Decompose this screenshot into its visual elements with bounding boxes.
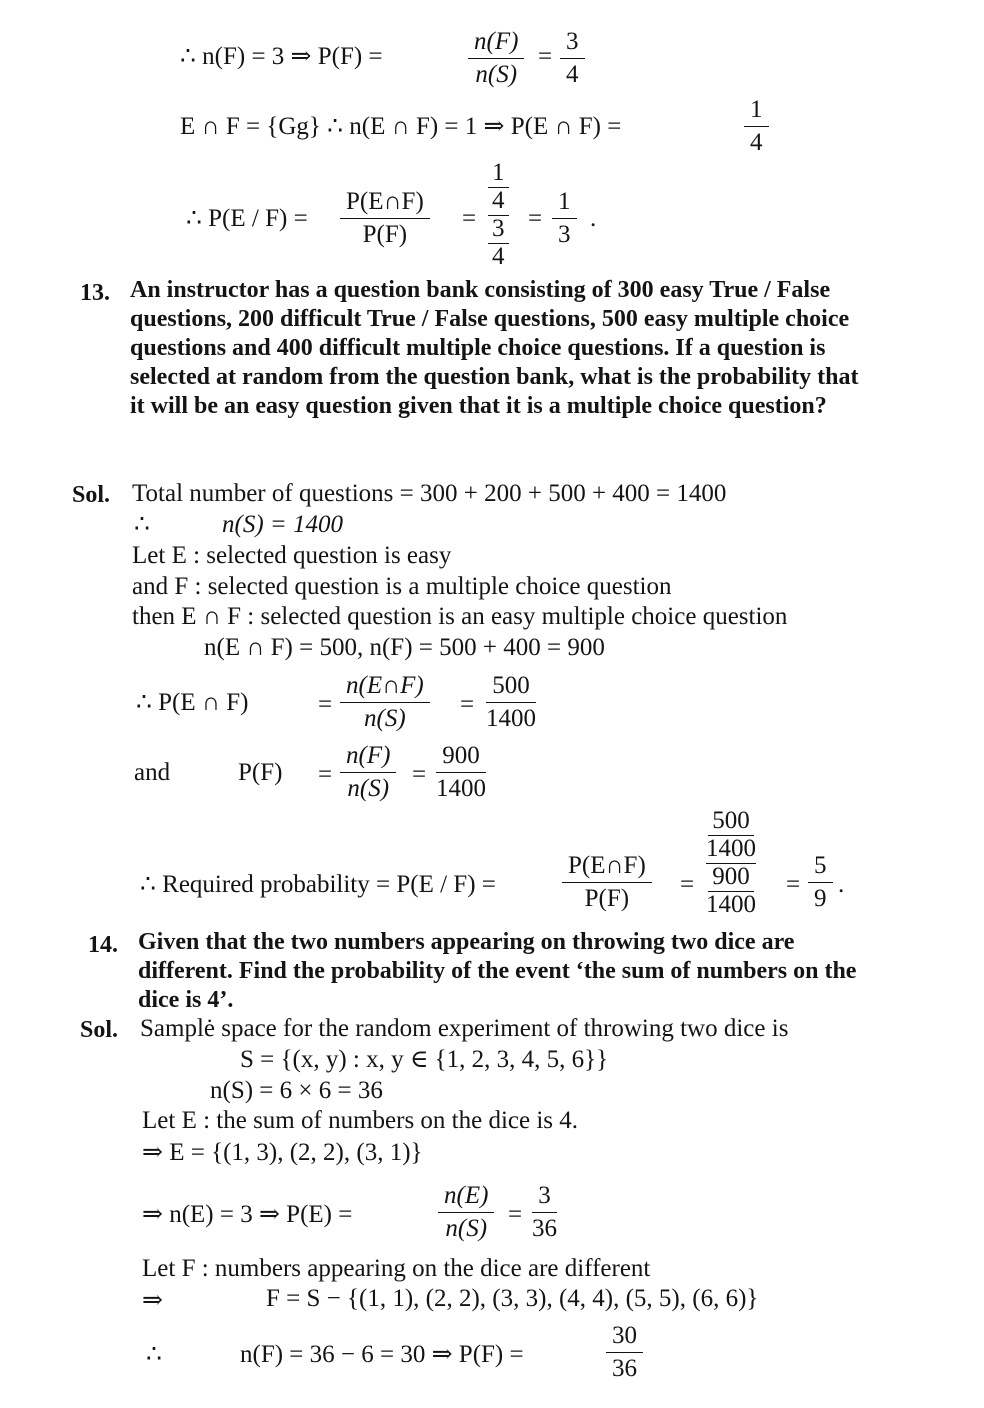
solution-line: Let E : selected question is easy [132,542,452,569]
solution-line: Let E : the sum of numbers on the dice is 4. [142,1107,579,1134]
question-text: Given that the two numbers appearing on throwing two dice are different. Find the probability of the event ‘the sum of numbers on the dice is 4’. [138,929,857,1013]
fraction-denominator: 9 [814,885,827,912]
equals-sign: = [412,761,427,788]
fraction-denominator: 4 [492,242,505,270]
fraction-numerator: 900 [436,742,486,773]
sub-fraction [488,216,509,271]
solution-line: n(S) = 1400 [222,511,344,538]
fraction-900-over-1400 [436,742,486,803]
equals-sign: = [680,871,695,898]
intro-line-2: E ∩ F = {Gg} ∴ n(E ∩ F) = 1 ⇒ P(E ∩ F) = [180,113,622,140]
fraction-denominator: n(S) [347,775,390,802]
solution-line: and F : selected question is a multiple choice question [132,573,672,600]
solution-line: Total number of questions = 300 + 200 + 500 + 400 = 1400 [132,480,727,507]
fraction-numerator: P(E∩F) [562,852,652,883]
solution-line: ∴ Required probability = P(E / F) = [140,871,496,898]
solution-line: n(E ∩ F) = 500, n(F) = 500 + 400 = 900 [204,634,605,661]
fraction-denominator: P(F) [584,885,630,912]
question-text: An instructor has a question bank consisting of 300 easy True / False questions, 200 difficult True / False questions, 500 easy multiple choice questions and 400 difficult multiple choice questions. If a question is selected at random from the question bank, what is the probability that it will be an easy question given that it is a multiple choice question? [130,277,859,419]
fraction-numerator: n(E) [438,1182,494,1213]
therefore-symbol: ∴ [146,1341,162,1368]
period: . [838,871,845,898]
solution-line: P(F) [238,759,283,786]
solution-label: Sol. [80,1017,119,1043]
therefore-symbol: ∴ [134,511,150,538]
fraction-denominator: n(S) [445,1215,488,1242]
fraction-denominator: P(F) [362,221,408,248]
solution-line: ⇒ E = {(1, 3), (2, 2), (3, 1)} [142,1139,423,1166]
equals-sign: = [462,205,477,232]
fraction-numerator: P(E∩F) [340,188,430,219]
fraction-nE-over-nS [438,1182,494,1243]
fraction-500-over-1400 [486,672,536,733]
equals-sign: = [318,761,333,788]
fraction-denominator: n(S) [475,61,518,88]
fraction-denominator: 1400 [486,705,536,732]
complex-fraction-500-1400-over-900-1400 [706,808,756,918]
fraction-nEF-over-nS [340,672,430,733]
equals-sign: = [508,1201,523,1228]
solution-line: S = {(x, y) : x, y ∈ {1, 2, 3, 4, 5, 6}} [240,1046,609,1073]
question-number: 13. [80,280,110,306]
sub-fraction [488,160,509,215]
fraction-3-over-36 [532,1182,557,1243]
fraction-PEF-over-PF [340,188,430,249]
equals-sign: = [460,691,475,718]
fraction-numerator: 1 [488,160,509,188]
fraction-nF-over-nS [468,28,524,89]
intro-line-1: ∴ n(F) = 3 ⇒ P(F) = [180,43,383,70]
fraction-PEF-over-PF [562,852,652,913]
fraction-denominator: 1400 [706,835,756,863]
fraction-denominator: 4 [492,187,505,215]
fraction-numerator: n(F) [340,742,396,773]
solution-label: Sol. [72,482,111,508]
fraction-numerator: 3 [488,216,509,244]
fraction-numerator: 3 [532,1182,557,1213]
fraction-denominator: n(S) [364,705,406,732]
solution-line: ∴ P(E ∩ F) [136,689,249,716]
equals-sign: = [786,871,801,898]
intro-line-3: ∴ P(E / F) = [186,205,308,232]
solution-line: Samplė space for the random experiment of throwing two dice is [140,1015,789,1042]
fraction-numerator: 1 [744,96,769,127]
fraction-denominator: 4 [750,129,763,156]
question-number: 14. [88,932,118,958]
complex-fraction-quarter-over-three-quarters [488,160,509,270]
fraction-denominator: 3 [558,221,571,248]
solution-line: ⇒ n(E) = 3 ⇒ P(E) = [142,1201,353,1228]
solution-line: n(S) = 6 × 6 = 36 [210,1077,383,1104]
fraction-numerator: 3 [560,28,585,59]
period: . [590,205,597,232]
and-label: and [134,759,171,786]
fraction-5-over-9 [808,852,833,913]
fraction-denominator: 4 [566,61,579,88]
fraction-denominator: 36 [532,1215,557,1242]
fraction-numerator: 30 [606,1322,643,1353]
equals-sign: = [528,205,543,232]
fraction-1-over-4 [744,96,769,157]
fraction-30-over-36 [606,1322,643,1383]
fraction-denominator: 36 [612,1355,637,1382]
solution-line: then E ∩ F : selected question is an easy multiple choice question [132,603,788,630]
sub-fraction [706,808,756,863]
fraction-nF-over-nS [340,742,396,803]
solution-line: F = S − {(1, 1), (2, 2), (3, 3), (4, 4), (5, 5), (6, 6)} [266,1285,759,1312]
fraction-numerator: 900 [708,864,754,892]
fraction-numerator: 500 [708,808,754,836]
fraction-numerator: 1 [552,188,577,219]
implies-arrow: ⇒ [142,1287,163,1314]
equals-sign: = [538,43,553,70]
solution-line: n(F) = 36 − 6 = 30 ⇒ P(F) = [240,1341,524,1368]
fraction-numerator: 5 [808,852,833,883]
equals-sign: = [318,691,333,718]
fraction-denominator: 1400 [706,890,756,918]
sub-fraction [706,864,756,919]
fraction-numerator: n(E∩F) [340,672,430,703]
fraction-denominator: 1400 [436,775,486,802]
fraction-1-over-3 [552,188,577,249]
solution-line: Let F : numbers appearing on the dice are different [142,1255,651,1282]
fraction-3-over-4 [560,28,585,89]
fraction-numerator: 500 [486,672,536,703]
fraction-numerator: n(F) [468,28,524,59]
